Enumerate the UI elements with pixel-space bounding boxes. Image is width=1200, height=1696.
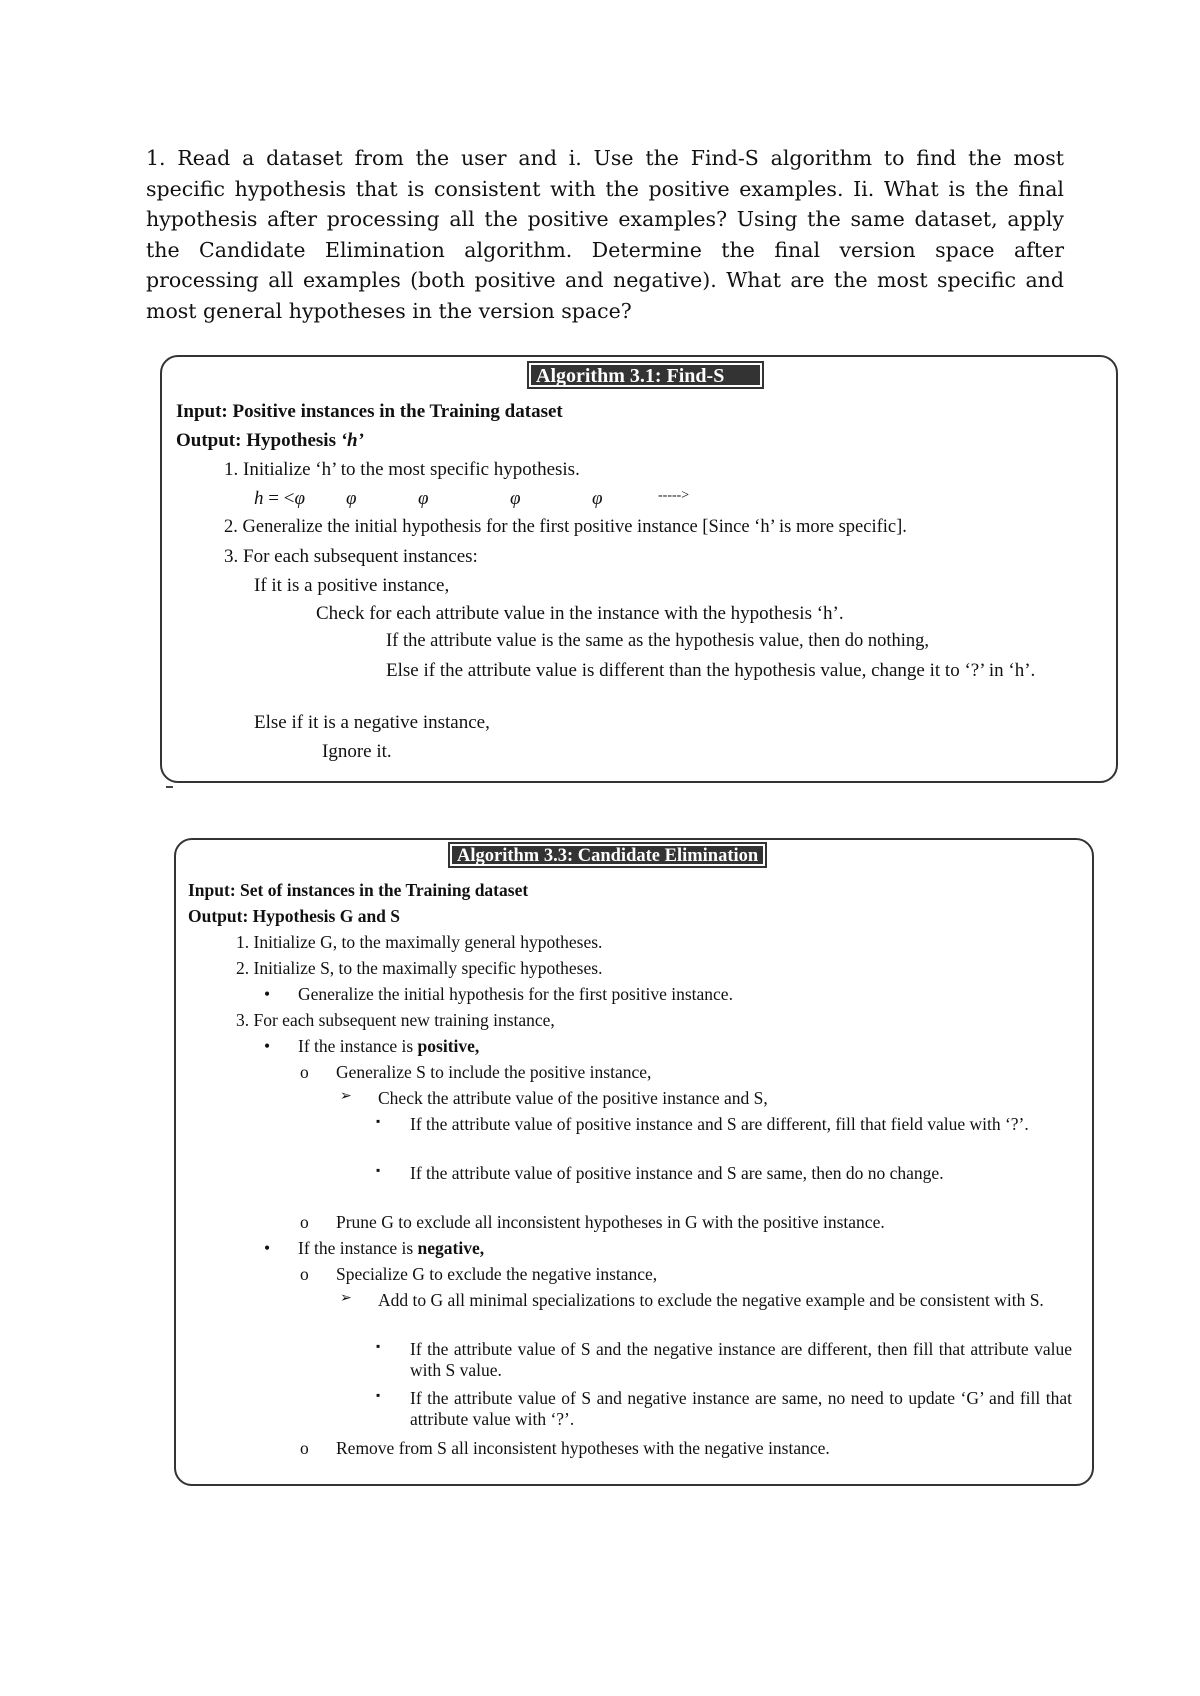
find-s-title: Algorithm 3.1: Find-S xyxy=(527,361,764,389)
same-value: If the attribute value is the same as the hypothesis value, then do nothing, xyxy=(386,631,930,651)
ce-generalize-first: Generalize the initial hypothesis for the first positive instance. xyxy=(298,984,733,1004)
input-label: Input: xyxy=(176,401,228,422)
ce-pos-same: If the attribute value of positive instance and S are same, then do no change. xyxy=(410,1163,944,1183)
h-var: h xyxy=(254,488,264,509)
else-different: Else if the attribute value is different than the hypothesis value, change it to ‘?’ in ‘h’. xyxy=(386,660,1036,681)
bullet-square: ▪ xyxy=(376,1388,381,1402)
h-close: -----> xyxy=(658,488,690,503)
ce-output-text: Hypothesis G and S xyxy=(252,906,401,926)
ce-remove-s: Remove from S all inconsistent hypotheses with the negative instance. xyxy=(336,1438,830,1458)
input-text: Positive instances in the Training dataset xyxy=(232,401,563,422)
ce-specialize-g: Specialize G to exclude the negative instance, xyxy=(336,1264,658,1284)
bullet-dot: • xyxy=(264,1238,271,1258)
bullet-o: o xyxy=(300,1212,309,1232)
ce-input-text: Set of instances in the Training dataset xyxy=(240,880,529,900)
ce-neg-same: If the attribute value of S and negative instance are same, no need to update ‘G’ and fill that attribute value with ‘?’. xyxy=(410,1388,1072,1429)
bullet-dot: • xyxy=(264,1036,271,1056)
ce-input-label: Input: xyxy=(188,880,236,900)
stray-dash xyxy=(166,786,173,788)
output-text: Hypothesis xyxy=(246,430,341,451)
phi-4: φ xyxy=(510,488,521,509)
find-s-step-1: 1. Initialize ‘h’ to the most specific hypothesis. xyxy=(224,459,580,480)
ce-prune-g: Prune G to exclude all inconsistent hypotheses in G with the positive instance. xyxy=(336,1212,885,1232)
ignore-it: Ignore it. xyxy=(322,741,392,762)
if-positive: If it is a positive instance, xyxy=(254,575,450,596)
ce-if-positive xyxy=(298,1036,479,1057)
phi-1: φ xyxy=(294,488,305,509)
bullet-arrow: ➢ xyxy=(340,1291,352,1306)
bullet-arrow: ➢ xyxy=(340,1089,352,1104)
ce-output-label: Output: xyxy=(188,906,249,926)
ce-if-negative xyxy=(298,1238,484,1259)
find-s-step-2: 2. Generalize the initial hypothesis for the first positive instance [Since ‘h’ is more specific]. xyxy=(224,517,907,537)
ce-step-2: 2. Initialize S, to the maximally specific hypotheses. xyxy=(236,958,603,978)
output-label: Output: xyxy=(176,430,242,451)
output-var: ‘h’ xyxy=(340,430,364,451)
ce-generalize-s: Generalize S to include the positive instance, xyxy=(336,1062,652,1082)
ce-input xyxy=(188,880,528,901)
bullet-dot: • xyxy=(264,984,271,1004)
phi-2: φ xyxy=(346,488,357,509)
find-s-output xyxy=(176,430,364,452)
ce-step-3: 3. For each subsequent new training instance, xyxy=(236,1010,555,1030)
bullet-square: ▪ xyxy=(376,1163,381,1177)
candidate-elimination-box xyxy=(174,838,1094,1486)
else-negative: Else if it is a negative instance, xyxy=(254,712,490,733)
if-negative-pre: If the instance is xyxy=(298,1238,418,1258)
h-open: = < xyxy=(263,488,295,509)
if-negative-word: negative, xyxy=(417,1238,485,1258)
bullet-square: ▪ xyxy=(376,1339,381,1353)
find-s-input xyxy=(176,401,563,423)
phi-3: φ xyxy=(418,488,429,509)
bullet-o: o xyxy=(300,1062,309,1082)
bullet-square: ▪ xyxy=(376,1114,381,1128)
check-attribute: Check for each attribute value in the instance with the hypothesis ‘h’. xyxy=(316,603,844,624)
if-positive-pre: If the instance is xyxy=(298,1036,418,1056)
find-s-step-3: 3. For each subsequent instances: xyxy=(224,546,478,567)
find-s-algorithm-box xyxy=(160,355,1118,783)
question-text: 1. Read a dataset from the user and i. Use the Find-S algorithm to find the most specific hypothesis that is consistent with the positive examples. Ii. What is the final hypothesis after processing all the positive examples? Using the same dataset, apply the Candidate Elimination algorithm. Determine the final version space after processing all examples (both positive and negative). What are the most specific and most general hypotheses in the version space? xyxy=(146,146,1064,323)
ce-title: Algorithm 3.3: Candidate Elimination xyxy=(448,842,767,868)
ce-check-attr: Check the attribute value of the positive instance and S, xyxy=(378,1088,768,1108)
ce-neg-diff: If the attribute value of S and the negative instance are different, then fill that attribute value with S value. xyxy=(410,1339,1072,1380)
ce-step-1: 1. Initialize G, to the maximally general hypotheses. xyxy=(236,932,603,952)
h-expression xyxy=(254,488,305,510)
bullet-o: o xyxy=(300,1438,309,1458)
bullet-o: o xyxy=(300,1264,309,1284)
phi-5: φ xyxy=(592,488,603,509)
ce-add-g: Add to G all minimal specializations to exclude the negative example and be consistent with S. xyxy=(378,1290,1044,1310)
ce-pos-diff: If the attribute value of positive instance and S are different, fill that field value with ‘?’. xyxy=(410,1114,1029,1134)
ce-output xyxy=(188,906,400,927)
if-positive-word: positive, xyxy=(417,1036,480,1056)
